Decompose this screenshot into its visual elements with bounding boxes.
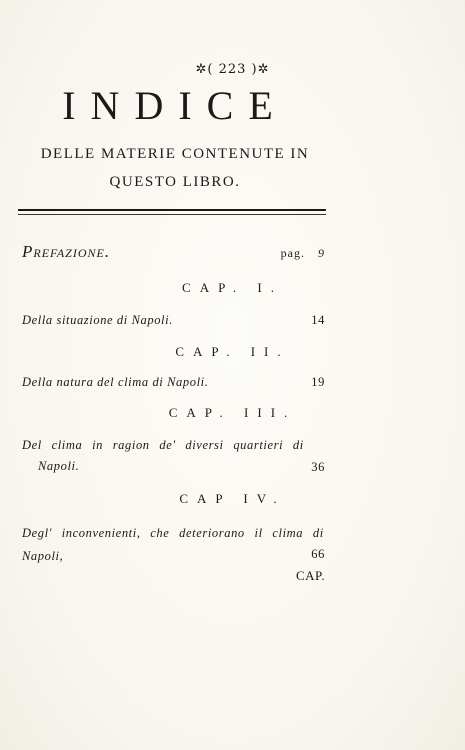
chapter-heading-1: CAP. I. — [182, 280, 283, 295]
toc-entry-page: 66 — [311, 547, 325, 561]
page-number: ✲( 223 )✲ — [195, 62, 270, 77]
pag-label: pag. — [280, 246, 305, 260]
toc-entry-text: Del clima in ragion de' diversi quartieri di — [22, 438, 304, 452]
chapter-heading-4: CAP IV. — [179, 491, 286, 506]
toc-entry-3 — [22, 438, 325, 453]
catchword: CAP. — [296, 568, 326, 583]
chapter-heading-3: CAP. III. — [168, 405, 297, 420]
prefazione-label: Prefazione. — [22, 242, 111, 261]
subtitle-line-1: DELLE MATERIE CONTENUTE IN — [40, 146, 310, 162]
divider-rule-thin — [18, 214, 326, 215]
toc-entry-page: 14 — [311, 313, 325, 327]
toc-entry-3-continuation: Napoli. — [38, 459, 80, 473]
toc-entry-4-continuation: Napoli, — [22, 549, 64, 563]
toc-entry-2 — [22, 375, 325, 390]
chapter-heading-2: CAP. II. — [175, 344, 290, 359]
divider-rule — [18, 209, 326, 211]
toc-entry-page: 36 — [311, 460, 325, 474]
prefazione-entry — [22, 242, 325, 262]
subtitle-line-2: QUESTO LIBRO. — [109, 174, 241, 190]
toc-entry-1 — [22, 313, 325, 328]
toc-entry-text: Degl' inconvenienti, che deteriorano il clima di — [22, 526, 324, 540]
toc-entry-4 — [22, 526, 325, 541]
page-title: INDICE — [62, 83, 288, 128]
toc-entry-page: 19 — [311, 375, 325, 389]
prefazione-page: 9 — [318, 246, 325, 260]
toc-entry-text: Della natura del clima di Napoli. — [22, 375, 209, 389]
toc-entry-text: Della situazione di Napoli. — [22, 313, 173, 327]
